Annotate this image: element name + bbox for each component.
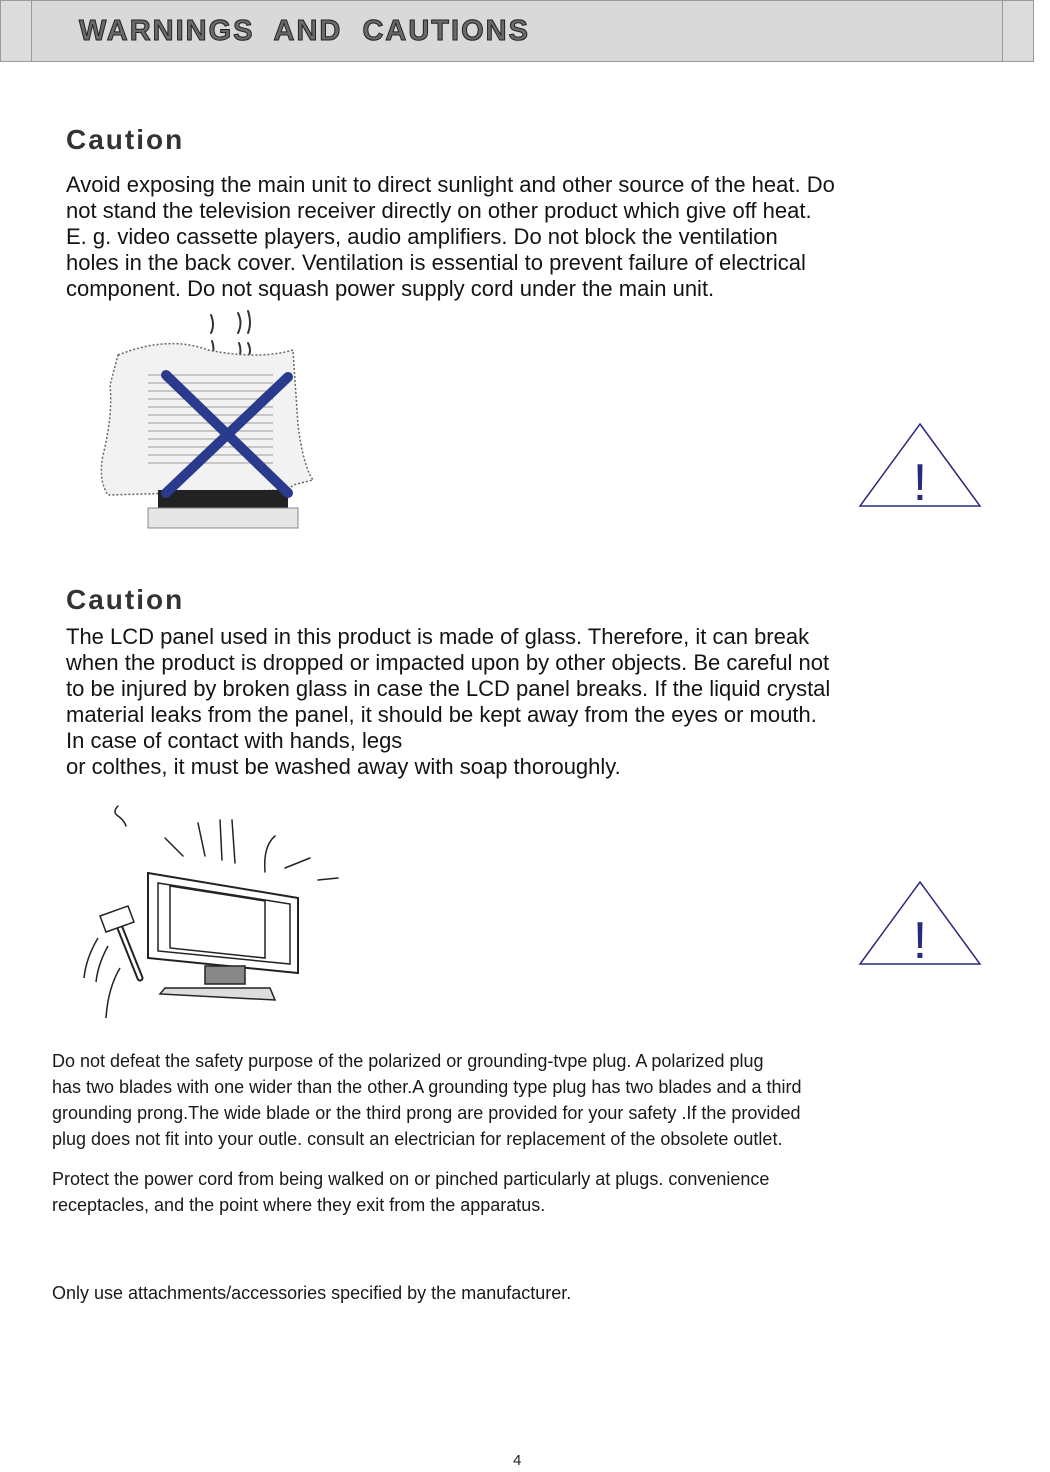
text-line: Avoid exposing the main unit to direct sunlight and other source of the heat. Do [66,172,835,197]
cord-note [52,1166,1050,1218]
covered-tv-illustration [88,305,333,535]
swing-lines-icon [84,938,120,1018]
text-line: when the product is dropped or impacted upon by other objects. Be careful not [66,650,830,675]
tv-hammer-illustration [70,798,350,1028]
exclamation-mark: ! [912,912,928,970]
text-line: Protect the power cord from being walked on or pinched particularly at plugs. convenience [52,1169,770,1189]
warning-triangle-icon [858,422,982,512]
text-line: holes in the back cover. Ventilation is essential to prevent failure of electrical [66,250,806,275]
header-tab-right [1002,1,1033,61]
header-tab-left [1,1,32,61]
exclamation-mark: ! [912,454,928,512]
text-line: material leaks from the panel, it should be kept away from the eyes or mouth. [66,702,817,727]
heat-lines-icon [211,311,250,357]
text-line: E. g. video cassette players, audio amplifiers. Do not block the ventilation [66,224,778,249]
header-bar [0,0,1034,62]
tv-stand [158,490,288,508]
text-line: In case of contact with hands, legs [66,728,403,753]
caution-heading-1: Caution [66,124,185,155]
page-title: WARNINGS AND CAUTIONS [79,15,530,47]
caution-text-2 [66,624,1026,780]
text-line: not stand the television receiver directly on other product which give off heat. [66,198,812,223]
text-line: plug does not fit into your outle. consult an electrician for replacement of the obsolete outlet. [52,1129,783,1149]
hammer-icon [100,906,140,978]
caution-heading-2: Caution [66,584,185,615]
text-line: component. Do not squash power supply cord under the main unit. [66,276,715,301]
text-line: to be injured by broken glass in case the LCD panel breaks. If the liquid crystal [66,676,831,701]
accessories-note [52,1280,1050,1306]
text-line: grounding prong.The wide blade or the third prong are provided for your safety .If the provided [52,1103,801,1123]
plug-note [52,1048,1050,1152]
text-line: The LCD panel used in this product is made of glass. Therefore, it can break [66,624,810,649]
warning-triangle-icon [858,880,982,970]
text-line: Do not defeat the safety purpose of the polarized or grounding-tvpe plug. A polarized plug [52,1051,764,1071]
caution-text-1 [66,172,1026,302]
text-line: has two blades with one wider than the other.A grounding type plug has two blades and a third [52,1077,802,1097]
text-line: or colthes, it must be washed away with soap thoroughly. [66,754,621,779]
text-line: Only use attachments/accessories specified by the manufacturer. [52,1283,572,1303]
impact-lines-icon [115,806,338,880]
text-line: receptacles, and the point where they exit from the apparatus. [52,1195,546,1215]
page-number: 4 [513,1452,522,1469]
